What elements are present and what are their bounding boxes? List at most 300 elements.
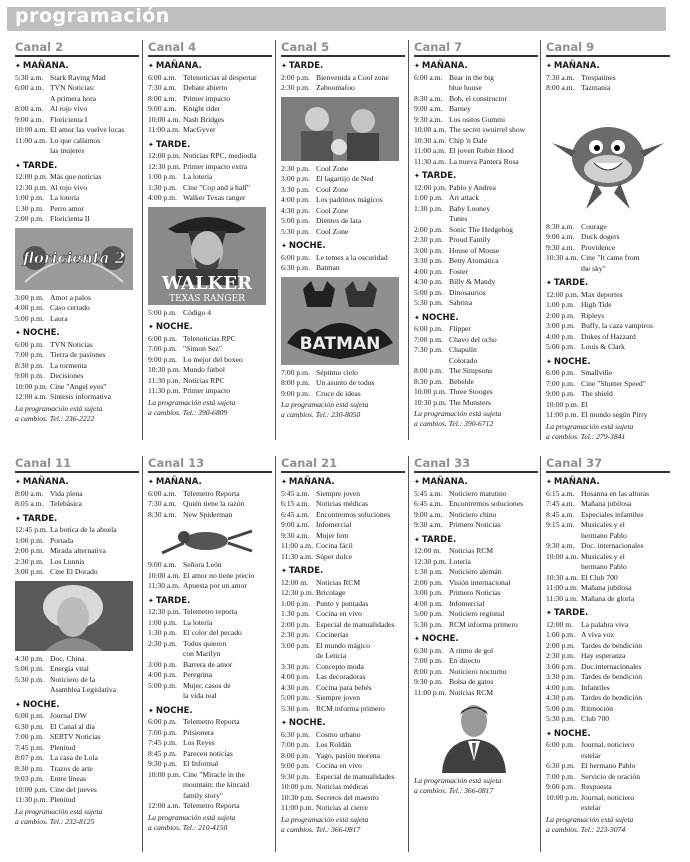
entry-show: Noticiero chino	[449, 509, 497, 519]
section-heading	[414, 61, 538, 72]
entry-show: "Simon Sez"	[183, 344, 222, 353]
schedule-entry	[15, 764, 139, 775]
schedule-entry	[281, 662, 405, 673]
entry-show: Bear in the big blue house	[449, 72, 494, 92]
schedule-entry	[148, 560, 272, 571]
schedule-entry	[414, 225, 538, 236]
section-heading	[281, 718, 405, 729]
entry-show: Pablo y Andrea	[449, 182, 496, 192]
schedule-entry	[281, 588, 405, 599]
entry-time: 6:15 a.m.	[281, 499, 310, 508]
schedule-entry	[148, 728, 272, 739]
section-label: NOCHE.	[553, 728, 591, 739]
entry-time: 8:00 p.m.	[414, 666, 443, 676]
schedule-entry	[281, 599, 405, 610]
star-icon: ✦	[414, 172, 420, 180]
schedule-entry	[414, 620, 538, 631]
schedule-entry	[15, 214, 139, 225]
entry-show: Sabrina	[449, 298, 473, 307]
entry-time: 12:30 p.m.	[281, 588, 314, 597]
entry-show: Mañana jubilosa	[581, 499, 632, 508]
channel-name: Canal 21	[281, 456, 338, 470]
star-icon: ✦	[15, 329, 21, 337]
entry-show: Amor a palos	[50, 292, 91, 302]
entry-time: 8:30 a.m.	[414, 93, 443, 103]
entry-time: 9:15 a.m.	[546, 520, 575, 529]
channel-column	[15, 456, 139, 827]
entry-time: 2:00 p.m.	[414, 577, 443, 587]
section-label: NOCHE.	[421, 312, 459, 323]
schedule-entry	[15, 536, 139, 547]
section-label: NOCHE.	[288, 718, 326, 728]
schedule-entry	[281, 206, 405, 217]
star-icon: ✦	[546, 729, 552, 738]
schedule-entry	[15, 314, 139, 325]
schedule-entry	[281, 164, 405, 175]
entry-show: SERTV Noticias	[50, 732, 101, 741]
schedule-entry	[414, 104, 538, 115]
schedule-entry	[281, 740, 405, 751]
entry-time: 7:30 a.m.	[148, 83, 177, 92]
column-divider	[275, 456, 276, 852]
entry-show: Cocinerías	[316, 630, 349, 639]
entry-show: Especial de manualidades	[316, 619, 395, 629]
entry-time: 11:30 p.m.	[148, 386, 181, 395]
entry-time: 2:00 p.m.	[546, 310, 575, 320]
channel-name: Canal 7	[414, 40, 463, 54]
entry-show: Bolsa de gatos	[449, 677, 494, 686]
entry-show: El Informal	[183, 759, 219, 768]
entry-show: Noticiero matutino	[449, 488, 507, 498]
entry-show: Infantiles	[581, 682, 610, 692]
schedule-entry	[281, 620, 405, 631]
entry-time: 11:30 p.m.	[148, 375, 181, 385]
entry-time: 6:00 p.m.	[15, 339, 44, 349]
schedule-entry	[15, 774, 139, 785]
entry-show: Barrera de amor	[183, 659, 233, 669]
schedule-entry	[546, 410, 670, 421]
entry-show: Los ositos Gummi	[449, 114, 506, 124]
schedule-entry	[15, 193, 139, 204]
schedule-entry	[281, 803, 405, 814]
entry-time: 6:00 p.m.	[15, 711, 44, 720]
schedule-entry	[281, 630, 405, 641]
entry-time: 10:00 a.m.	[148, 570, 181, 580]
entry-show: Lo mejor del boxeo	[183, 354, 243, 364]
entry-show: Infomercial	[316, 520, 352, 529]
entry-time: 9:00 a.m.	[148, 560, 177, 569]
schedule-entry	[281, 704, 405, 715]
entry-time: 3:30 p.m.	[414, 256, 443, 265]
schedule-entry	[414, 246, 538, 257]
column-divider	[408, 40, 409, 440]
entry-time: 6:15 a.m.	[546, 488, 575, 498]
schedule-entry	[148, 660, 272, 671]
section-label: TARDE.	[22, 513, 58, 524]
schedule-entry	[414, 235, 538, 246]
section-label: TARDE.	[288, 61, 324, 71]
entry-time: 10:30 a.m.	[414, 135, 447, 145]
section-heading	[148, 477, 272, 488]
entry-show: Al rojo vivo	[50, 182, 88, 192]
entry-time: 5:45 a.m.	[414, 488, 443, 498]
lady-image	[15, 581, 139, 651]
schedule-entry	[414, 578, 538, 589]
entry-time: 10:30 a.m.	[546, 253, 579, 262]
entry-show: Floricienta I	[50, 114, 88, 124]
entry-time: 2:00 p.m.	[546, 640, 575, 650]
column-divider	[142, 456, 143, 852]
channel-column	[148, 456, 272, 833]
entry-show: Las decoradoras	[316, 672, 366, 681]
entry-show: Infomercial	[449, 598, 485, 608]
schedule-entry	[414, 345, 538, 366]
entry-time: 8:30 p.m.	[15, 763, 44, 773]
entry-time: 1:00 p.m.	[15, 535, 44, 545]
entry-show: New Spiderman	[183, 509, 233, 519]
entry-show: House of Mouse	[449, 245, 500, 255]
schedule-entry	[414, 157, 538, 168]
section-label: MAÑANA.	[22, 477, 69, 487]
entry-show: Doc. China	[50, 653, 85, 663]
channel-name: Canal 5	[281, 40, 330, 54]
entry-show: Duck dogers	[581, 232, 620, 241]
entry-time: 9:00 p.m.	[546, 782, 575, 791]
entry-show: Yago, pasión morena	[316, 750, 380, 760]
entry-time: 8:00 p.m.	[281, 750, 310, 760]
entry-time: 3:00 p.m.	[15, 567, 44, 576]
entry-show: Dinosaurios	[449, 287, 486, 297]
schedule-entry	[546, 222, 670, 233]
star-icon: ✦	[546, 478, 552, 486]
schedule-entry	[148, 83, 272, 94]
schedule-entry	[281, 672, 405, 683]
section-label: MAÑANA.	[288, 477, 335, 487]
entry-time: 4:00 p.m.	[15, 303, 44, 312]
entry-time: 12:00 m.	[414, 546, 442, 555]
schedule-entry	[546, 704, 670, 715]
entry-show: RCM informa primero	[449, 619, 518, 629]
entry-show: Los Lunnis	[50, 556, 85, 566]
entry-time: 4:00 p.m.	[281, 195, 310, 204]
entry-time: 9:00 p.m.	[546, 389, 575, 398]
schedule-note: La programación está sujeta a cambios. Tel.: 232-8125	[15, 806, 103, 826]
star-icon: ✦	[546, 62, 552, 70]
channel-rule	[281, 55, 405, 57]
entry-time: 7:00 p.m.	[414, 334, 443, 344]
schedule-entry	[546, 368, 670, 379]
entry-show: Pareceн noticias	[183, 748, 233, 758]
section-heading	[546, 357, 670, 368]
entry-show: Visión internacional	[449, 577, 511, 587]
entry-show: Cine "Cop and a half"	[183, 182, 250, 192]
entry-time: 4:30 p.m.	[414, 277, 443, 286]
entry-time: 7:00 p.m.	[414, 656, 443, 665]
entry-time: 12:30 p.m.	[414, 556, 447, 566]
entry-time: 10:00 p.m.	[546, 399, 579, 409]
entry-time: 4:00 p.m.	[414, 598, 443, 608]
entry-show: Un asunto de todos	[316, 378, 375, 387]
entry-time: 3:30 p.m.	[281, 184, 310, 194]
schedule-entry	[414, 667, 538, 678]
entry-show: Cool Zone	[316, 163, 349, 173]
schedule-entry	[546, 662, 670, 673]
entry-time: 8:00 a.m.	[546, 83, 575, 92]
page-banner	[7, 7, 666, 31]
entry-time: 2:00 p.m.	[281, 619, 310, 629]
section-label: NOCHE.	[155, 322, 193, 332]
schedule-entry	[148, 738, 272, 749]
entry-time: 7:00 p.m.	[281, 367, 310, 377]
schedule-note: La programación está sujeta a cambios. Tel.: 390-6712	[414, 409, 502, 428]
schedule-entry	[148, 73, 272, 84]
star-icon: ✦	[148, 706, 154, 715]
schedule-entry	[546, 232, 670, 243]
entry-time: 7:00 p.m.	[15, 732, 44, 741]
entry-show: Three Stooges	[449, 387, 493, 396]
entry-time: 6:30 p.m.	[281, 729, 310, 739]
entry-show: Betty Atomática	[449, 256, 499, 265]
section-heading	[414, 477, 538, 488]
section-heading	[281, 566, 405, 577]
section-heading	[546, 61, 670, 72]
schedule-entry	[546, 520, 670, 541]
channel-name: Canal 13	[148, 456, 205, 470]
entry-show: Señora León	[183, 560, 222, 569]
schedule-entry	[546, 583, 670, 594]
entry-time: 10:00 p.m.	[414, 387, 447, 396]
section-heading	[148, 322, 272, 333]
schedule-entry	[546, 83, 670, 94]
entry-time: 5:30 p.m.	[281, 226, 310, 236]
entry-time: 9:03 p.m.	[15, 774, 44, 783]
schedule-entry	[148, 376, 272, 387]
entry-show: Noticiero regional	[449, 609, 505, 618]
entry-show: El mundo según Pirry	[581, 410, 648, 419]
entry-time: 8:30 a.m.	[546, 221, 575, 231]
schedule-entry	[15, 711, 139, 722]
section-heading	[546, 477, 670, 488]
entry-time: 6:00 a.m.	[148, 488, 177, 498]
entry-time: 11:00 p.m.	[546, 410, 579, 419]
schedule-entry	[281, 693, 405, 704]
schedule-note: La programación está sujeta a cambios. Tel.: 279-3841	[546, 421, 634, 441]
star-icon: ✦	[148, 62, 154, 70]
channel-rule	[148, 55, 272, 57]
entry-show: Noticiero de la Asamblea Legislativa	[50, 674, 117, 694]
schedule-entry	[15, 546, 139, 557]
schedule-entry	[148, 770, 272, 802]
channel-column	[546, 456, 670, 835]
star-icon: ✦	[546, 609, 552, 617]
schedule-entry	[148, 172, 272, 183]
channel-rule	[414, 55, 538, 57]
entry-show: Noticias RPC	[183, 375, 225, 385]
schedule-entry	[148, 355, 272, 366]
entry-show: Entre líneas	[50, 774, 87, 783]
entry-show: Cine "Shutter Speed"	[581, 378, 646, 388]
entry-show: Zaboomafoo	[316, 83, 355, 92]
entry-show: Encontremos soluciones	[449, 499, 524, 508]
entry-time: 11:30 a.m.	[414, 156, 446, 166]
schedule-entry	[414, 567, 538, 578]
schedule-entry	[546, 772, 670, 783]
schedule-entry	[148, 115, 272, 126]
schedule-entry	[414, 366, 538, 377]
entry-time: 2:00 p.m.	[15, 546, 44, 555]
entry-time: 5:00 p.m.	[15, 664, 44, 673]
schedule-entry	[148, 670, 272, 681]
entry-time: 11:00 a.m.	[15, 135, 47, 145]
schedule-entry	[15, 654, 139, 665]
entry-show: Noticias RPC, mediodía	[183, 151, 257, 160]
anchor-image	[414, 701, 538, 773]
entry-time: 8:00 a.m.	[15, 488, 44, 498]
entry-time: 3:00 p.m.	[281, 174, 310, 183]
entry-time: 11:30 a.m.	[281, 551, 313, 561]
section-label: NOCHE.	[288, 241, 326, 251]
schedule-entry	[148, 193, 272, 204]
batman-logo: BATMAN	[299, 333, 381, 354]
entry-show: Walker Texas ranger	[183, 193, 246, 202]
entry-time: 10:30 p.m.	[281, 792, 314, 802]
entry-show: Los Reyes	[183, 738, 215, 747]
schedule-entry	[148, 801, 272, 812]
schedule-entry	[414, 298, 538, 309]
entry-time: 6:30 p.m.	[15, 721, 44, 731]
schedule-entry	[414, 324, 538, 335]
entry-show: Apuesta por un amor	[183, 581, 247, 590]
schedule-entry	[546, 489, 670, 500]
entry-show: Más que noticias	[50, 172, 102, 181]
page-title: programación	[15, 5, 170, 27]
entry-time: 5:00 p.m.	[546, 703, 575, 713]
schedule-entry	[148, 618, 272, 629]
schedule-entry	[15, 183, 139, 194]
schedule-entry	[148, 125, 272, 136]
schedule-entry	[15, 557, 139, 568]
section-heading	[15, 514, 139, 525]
star-icon: ✦	[15, 514, 21, 523]
schedule-entry	[148, 489, 272, 500]
section-label: TARDE.	[22, 160, 58, 171]
schedule-entry	[15, 722, 139, 733]
entry-time: 2:00 p.m.	[281, 72, 310, 82]
section-label: MAÑANA.	[421, 61, 468, 71]
schedule-entry	[281, 782, 405, 793]
entry-time: 5:30 a.m.	[15, 72, 44, 82]
star-icon: ✦	[414, 313, 420, 322]
batman-image	[281, 277, 405, 365]
schedule-entry	[546, 683, 670, 694]
entry-show: Peregrina	[183, 670, 213, 679]
section-heading	[281, 61, 405, 72]
entry-time: 10:00 p.m.	[15, 784, 48, 794]
section-label: MAÑANA.	[421, 477, 468, 487]
section-heading	[15, 477, 139, 488]
entry-show: Club 700	[581, 714, 610, 723]
schedule-entry	[546, 782, 670, 793]
schedule-entry	[15, 83, 139, 104]
entry-show: Cosmo urbano	[316, 729, 361, 739]
entry-time: 7:00 p.m.	[546, 378, 575, 388]
schedule-entry	[281, 578, 405, 589]
schedule-note: La programación está sujeta a cambios. Tel.: 366-0817	[281, 814, 369, 834]
channel-rule	[281, 471, 405, 473]
entry-time: 12:30 p.m.	[148, 607, 181, 616]
schedule-entry	[414, 73, 538, 94]
channel-name: Canal 2	[15, 40, 64, 54]
entry-show: Journal, noticiero estelar	[581, 792, 635, 812]
schedule-entry	[148, 628, 272, 639]
schedule-entry	[546, 552, 670, 573]
entry-time: 7:30 a.m.	[546, 72, 575, 82]
entry-time: 9:00 p.m.	[281, 761, 310, 770]
entry-show: Mujer fem	[316, 530, 349, 540]
entry-show: El amor las vuelve locas	[50, 125, 125, 134]
entry-show: Primer impacto extra	[183, 161, 248, 171]
schedule-note: La programación está sujeta a cambios. Tel.: 390-6809	[148, 397, 236, 417]
schedule-entry	[414, 387, 538, 398]
entry-show: Cocina fácil	[316, 541, 353, 550]
entry-time: 9:30 a.m.	[546, 541, 575, 550]
entry-time: 7:00 p.m.	[281, 740, 310, 749]
schedule-entry	[546, 740, 670, 761]
entry-show: Servicio de oración	[581, 771, 641, 781]
entry-time: 10:00 a.m.	[414, 125, 447, 134]
entry-time: 1:30 p.m.	[414, 203, 443, 213]
schedule-entry	[546, 510, 670, 521]
schedule-entry	[281, 531, 405, 542]
schedule-entry	[546, 630, 670, 641]
entry-time: 7:00 p.m.	[546, 771, 575, 781]
entry-time: 11:30 p.m.	[15, 795, 48, 804]
entry-show: Baby Looney Tunes	[449, 203, 491, 223]
entry-show: Ritmoción	[581, 703, 614, 713]
schedule-entry	[281, 83, 405, 94]
schedule-entry	[414, 335, 538, 346]
entry-time: 9:00 a.m.	[148, 104, 177, 113]
star-icon: ✦	[148, 323, 154, 331]
entry-show: Telemetro Reporta	[183, 801, 240, 810]
schedule-entry	[281, 761, 405, 772]
schedule-note: La programación está sujeta a cambios. Tel.: 236-2222	[15, 403, 103, 423]
schedule-entry	[148, 639, 272, 660]
entry-time: 5:00 p.m.	[281, 693, 310, 702]
entry-time: 2:00 p.m.	[414, 224, 443, 234]
schedule-entry	[414, 193, 538, 204]
schedule-entry	[546, 573, 670, 584]
entry-time: 7:30 p.m.	[414, 345, 443, 354]
entry-show: Le temes a la oscuridad	[316, 252, 388, 262]
entry-show: Decisiones	[50, 371, 84, 380]
floricienta-logo: floricienta 2	[22, 248, 126, 267]
star-icon: ✦	[414, 62, 420, 70]
entry-show: Nash Bridges	[183, 114, 225, 124]
section-heading	[546, 729, 670, 740]
section-heading	[414, 634, 538, 645]
entry-show: Cine "It came from the sky"	[581, 253, 640, 273]
entry-time: 7:45 a.m.	[546, 499, 575, 508]
entry-time: 5:45 a.m.	[281, 488, 310, 498]
schedule-entry	[414, 183, 538, 194]
entry-time: 12:00 p.m.	[148, 151, 181, 160]
schedule-entry	[414, 499, 538, 510]
entry-show: Síntesis informativa	[50, 392, 111, 401]
schedule-entry	[148, 151, 272, 162]
entry-time: 9:00 p.m.	[148, 354, 177, 364]
entry-show: Foster	[449, 266, 468, 276]
